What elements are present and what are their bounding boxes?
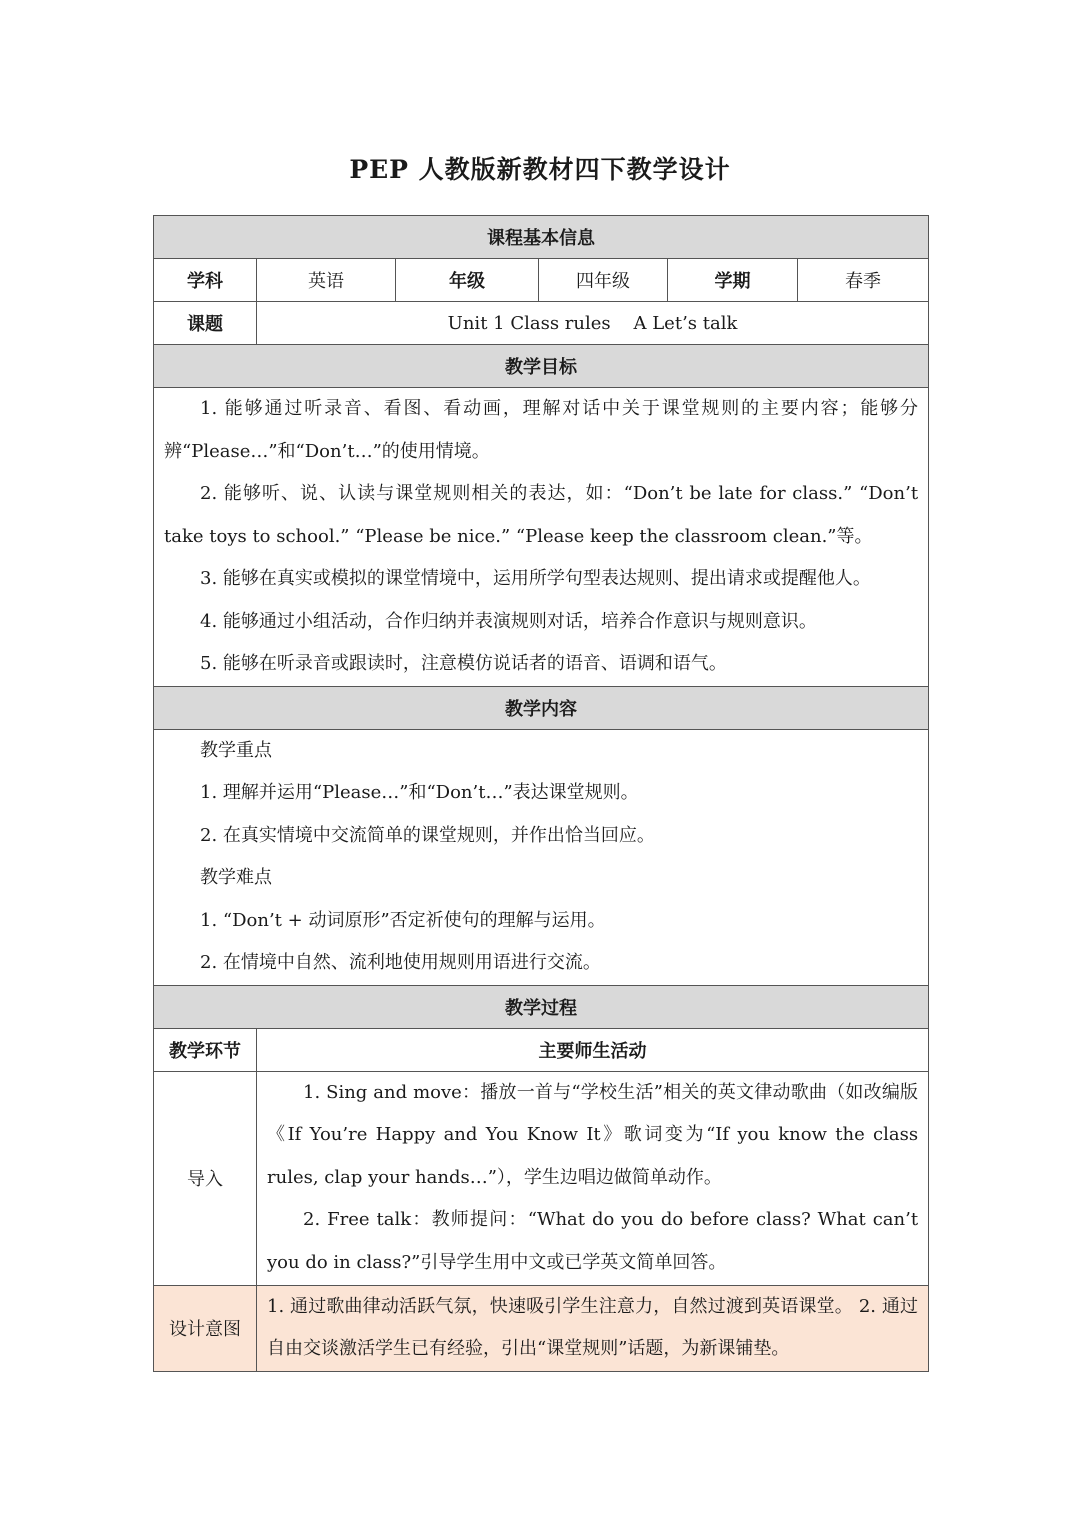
goals-cell	[154, 388, 929, 687]
difficult-points-title: 教学难点	[200, 867, 272, 888]
goal-item: 5. 能够在听录音或跟读时，注意模仿说话者的语音、语调和语气。	[200, 653, 727, 674]
design-intent-text: 1. 通过歌曲律动活跃气氛，快速吸引学生注意力，自然过渡到英语课堂。 2. 通过自由交谈激活学生已有经验，引出“课堂规则”话题，为新课铺垫。	[267, 1296, 919, 1359]
goal-item: 1. 能够通过听录音、看图、看动画，理解对话中关于课堂规则的主要内容；能够分辨“Please…”和“Don’t…”的使用情境。	[164, 398, 919, 462]
term-value: 春季	[798, 259, 929, 302]
grade-value: 四年级	[539, 259, 668, 302]
process-header: 教学过程	[154, 985, 929, 1028]
grade-label: 年级	[396, 259, 539, 302]
content-cell	[154, 729, 929, 985]
difficult-point-item: 1. “Don’t + 动词原形”否定祈使句的理解与运用。	[200, 909, 606, 931]
key-points-title: 教学重点	[200, 739, 272, 761]
process-activity-column-header: 主要师生活动	[257, 1028, 929, 1071]
basic-info-header: 课程基本信息	[154, 216, 929, 259]
goal-item: 3. 能够在真实或模拟的课堂情境中，运用所学句型表达规则、提出请求或提醒他人。	[200, 568, 871, 589]
design-intent-cell	[257, 1285, 929, 1371]
design-intent-label: 设计意图	[154, 1285, 257, 1371]
document-title: PEP 人教版新教材四下教学设计	[349, 155, 731, 184]
difficult-point-item: 2. 在情境中自然、流利地使用规则用语进行交流。	[200, 952, 601, 973]
lesson-plan-table	[153, 215, 929, 1372]
subject-label: 学科	[154, 259, 257, 302]
process-stage-column-header: 教学环节	[154, 1028, 257, 1071]
goals-header: 教学目标	[154, 345, 929, 388]
intro-activities-cell	[257, 1071, 929, 1285]
term-label: 学期	[668, 259, 798, 302]
goal-item: 2. 能够听、说、认读与课堂规则相关的表达，如：“Don’t be late for class.” “Don’t take toys to school.” “Please be nice.” “Please keep the classroom clean.”等。	[164, 483, 919, 547]
content-header: 教学内容	[154, 686, 929, 729]
topic-value: Unit 1 Class rules A Let’s talk	[257, 302, 929, 345]
topic-label: 课题	[154, 302, 257, 345]
intro-activity-item: 1. Sing and move：播放一首与“学校生活”相关的英文律动歌曲（如改编版《If You’re Happy and You Know It》歌词变为“If you know the class rules, clap your hands…”），学生边唱边做简单动作。	[267, 1081, 919, 1188]
key-point-item: 1. 理解并运用“Please…”和“Don’t…”表达课堂规则。	[200, 782, 639, 803]
intro-activity-item: 2. Free talk：教师提问：“What do you do before class? What can’t you do in class?”引导学生用中文或已学英文简单回答。	[267, 1209, 919, 1273]
goal-item: 4. 能够通过小组活动，合作归纳并表演规则对话，培养合作意识与规则意识。	[200, 610, 817, 632]
subject-value: 英语	[257, 259, 396, 302]
intro-stage-label: 导入	[154, 1071, 257, 1285]
key-point-item: 2. 在真实情境中交流简单的课堂规则，并作出恰当回应。	[200, 824, 655, 846]
